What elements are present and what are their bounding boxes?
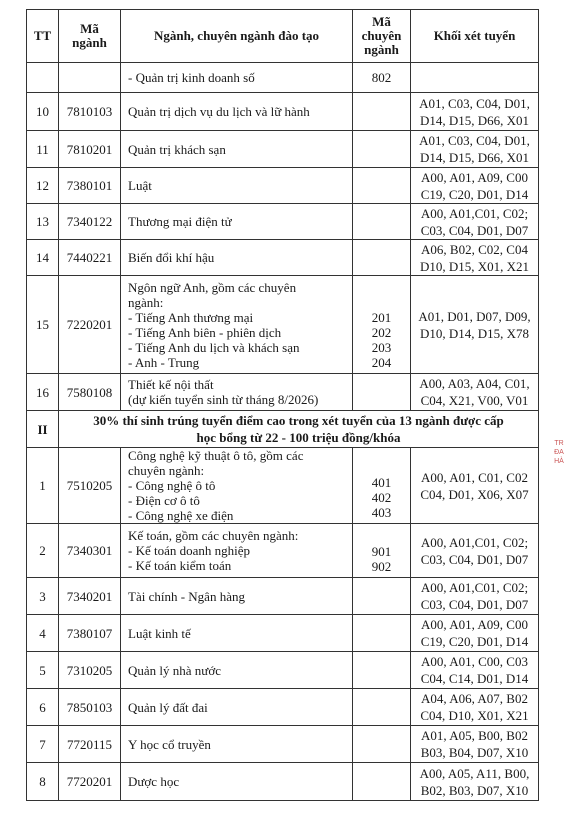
row-tt: 7 (27, 726, 59, 763)
row-code: 7720201 (59, 763, 121, 801)
row-blocks (411, 374, 539, 411)
sub-code: 201 (371, 310, 392, 325)
row-sub-code (353, 524, 411, 578)
name-line: Tài chính - Ngân hàng (128, 588, 245, 604)
block-line: A00, A01,C01, C02; (420, 580, 529, 595)
table-row (27, 763, 539, 801)
row-name (121, 689, 353, 726)
row-tt (27, 63, 59, 93)
block-line: C04, D01, X06, X07 (420, 486, 529, 502)
name-line: - Tiếng Anh du lịch và khách sạn (128, 339, 300, 355)
sub-code: 902 (371, 559, 392, 574)
row-code: 7380101 (59, 168, 121, 204)
red-stamp-signature (545, 395, 564, 525)
row-blocks (411, 276, 539, 374)
table-row (27, 689, 539, 726)
row-code: 7220201 (59, 276, 121, 374)
name-line: Biến đổi khí hậu (128, 250, 215, 265)
header-ma-chuyen-nganh: Mã chuyên ngành (353, 10, 411, 63)
name-line: Quản lý đất đai (128, 699, 208, 715)
row-tt: 10 (27, 93, 59, 131)
row-sub-code (353, 63, 411, 93)
row-blocks (411, 168, 539, 204)
name-line: Công nghệ kỹ thuật ô tô, gồm các (128, 448, 304, 463)
sub-code: 203 (371, 340, 392, 355)
row-blocks (411, 448, 539, 524)
block-line: A01, C03, C04, D01, (419, 133, 530, 148)
sub-code: 401 (371, 475, 392, 490)
row-sub-code (353, 726, 411, 763)
block-line: C03, C04, D01, D07 (420, 597, 529, 612)
row-blocks (411, 615, 539, 652)
section-row (27, 411, 539, 448)
row-name (121, 276, 353, 374)
stamp-text: TR ĐA HÀ (554, 440, 564, 465)
table-row (27, 448, 539, 524)
block-line: A00, A01,C01, C02; (420, 205, 529, 221)
table-body-part1 (27, 63, 539, 411)
row-name (121, 63, 353, 93)
block-line: C04, X21, V00, V01 (420, 393, 529, 408)
block-line: C04, C14, D01, D14 (420, 671, 529, 686)
table-row (27, 524, 539, 578)
row-code: 7580108 (59, 374, 121, 411)
row-tt: 16 (27, 374, 59, 411)
row-sub-code (353, 204, 411, 240)
name-line: Kế toán, gồm các chuyên ngành: (128, 528, 299, 543)
row-name (121, 726, 353, 763)
row-blocks (411, 204, 539, 240)
row-blocks (411, 240, 539, 276)
row-blocks (411, 652, 539, 689)
row-name (121, 93, 353, 131)
table-row (27, 204, 539, 240)
header-ma-nganh: Mã ngành (59, 10, 121, 63)
sub-code: 802 (371, 70, 392, 85)
row-code: 7510205 (59, 448, 121, 524)
block-line: A06, B02, C02, C04 (421, 241, 528, 257)
name-line: Ngôn ngữ Anh, gồm các chuyên (128, 279, 297, 295)
row-tt: 12 (27, 168, 59, 204)
name-line: Thương mại điện tử (128, 214, 232, 229)
row-name (121, 374, 353, 411)
block-line: C03, C04, D01, D07 (420, 551, 529, 567)
name-line: - Kế toán doanh nghiệp (128, 543, 251, 558)
name-line: Luật kinh tế (128, 625, 191, 641)
name-line: - Điện cơ ô tô (128, 493, 200, 508)
block-line: C19, C20, D01, D14 (420, 634, 529, 649)
name-line: chuyên ngành: (128, 463, 205, 478)
name-line: - Công nghệ xe điện (128, 508, 234, 523)
sub-code: 402 (371, 490, 392, 505)
block-line: A01, C03, C04, D01, (419, 95, 530, 111)
table-row (27, 615, 539, 652)
row-tt: 8 (27, 763, 59, 801)
sub-code: 901 (371, 544, 392, 559)
table-row (27, 131, 539, 168)
row-code: 7340201 (59, 578, 121, 615)
row-sub-code (353, 763, 411, 801)
table-row (27, 168, 539, 204)
row-sub-code (353, 578, 411, 615)
section-title: 30% thí sinh trúng tuyển điểm cao trong xét tuyển của 13 ngành được cấp học bổng từ 22 - 100 triệu đồng/khóa (59, 411, 539, 448)
name-line: - Quản trị kinh doanh số (128, 70, 255, 85)
row-blocks (411, 524, 539, 578)
row-name (121, 615, 353, 652)
name-line: Quản lý nhà nước (128, 662, 221, 678)
block-line: B03, B04, D07, X10 (420, 745, 529, 760)
row-sub-code (353, 168, 411, 204)
table-row (27, 276, 539, 374)
block-line: A00, A01, C00, C03 (421, 654, 528, 669)
row-sub-code (353, 240, 411, 276)
name-line: Quản trị dịch vụ du lịch và lữ hành (128, 104, 310, 119)
section-2 (27, 411, 539, 448)
row-code: 7850103 (59, 689, 121, 726)
block-line: A01, D01, D07, D09, (418, 308, 531, 324)
block-line: C04, D10, X01, X21 (420, 708, 529, 723)
row-sub-code (353, 131, 411, 168)
row-tt: 4 (27, 615, 59, 652)
block-line: A00, A03, A04, C01, (419, 376, 530, 391)
row-tt: 3 (27, 578, 59, 615)
row-tt: 1 (27, 448, 59, 524)
row-name (121, 204, 353, 240)
row-tt: 11 (27, 131, 59, 168)
table-row (27, 578, 539, 615)
block-line: D10, D15, X01, X21 (419, 258, 530, 274)
row-code: 7810103 (59, 93, 121, 131)
admissions-table (26, 9, 539, 801)
block-line: D14, D15, D66, X01 (419, 150, 530, 165)
row-blocks (411, 578, 539, 615)
name-line: Thiết kế nội thất (128, 377, 214, 392)
row-code: 7340122 (59, 204, 121, 240)
row-sub-code (353, 93, 411, 131)
name-line: Quản trị khách sạn (128, 141, 226, 157)
row-name (121, 652, 353, 689)
name-line: - Anh - Trung (128, 354, 200, 370)
table-row (27, 93, 539, 131)
row-code: 7720115 (59, 726, 121, 763)
name-line: Y học cổ truyền (128, 736, 211, 752)
block-line: A04, A06, A07, B02 (421, 691, 528, 706)
row-code: 7380107 (59, 615, 121, 652)
row-name (121, 168, 353, 204)
block-line: C19, C20, D01, D14 (420, 186, 529, 202)
table-row (27, 652, 539, 689)
row-blocks (411, 763, 539, 801)
row-code: 7440221 (59, 240, 121, 276)
name-line: (dự kiến tuyển sinh từ tháng 8/2026) (128, 392, 319, 407)
row-name (121, 578, 353, 615)
block-line: C03, C04, D01, D07 (420, 222, 529, 238)
block-line: A00, A01,C01, C02; (420, 534, 529, 550)
row-name (121, 240, 353, 276)
sub-code: 403 (371, 505, 392, 520)
row-name (121, 131, 353, 168)
name-line: - Công nghệ ô tô (128, 478, 216, 493)
name-line: - Tiếng Anh biên - phiên dịch (128, 324, 282, 340)
sub-code: 204 (371, 355, 392, 370)
row-blocks (411, 93, 539, 131)
name-line: Luật (128, 178, 152, 193)
block-line: A00, A01, A09, C00 (421, 169, 528, 185)
header-nganh: Ngành, chuyên ngành đào tạo (121, 10, 353, 63)
block-line: A00, A05, A11, B00, (419, 765, 530, 781)
header-tt: TT (27, 10, 59, 63)
row-blocks (411, 63, 539, 93)
row-sub-code (353, 276, 411, 374)
name-line: - Kế toán kiểm toán (128, 558, 232, 573)
sub-code: 202 (371, 325, 392, 340)
table-row (27, 374, 539, 411)
block-line: D10, D14, D15, X78 (419, 325, 530, 341)
block-line: B02, B03, D07, X10 (420, 782, 529, 798)
name-line: Dược học (128, 774, 180, 789)
block-line: D14, D15, D66, X01 (419, 112, 530, 128)
row-tt: 15 (27, 276, 59, 374)
table-row (27, 240, 539, 276)
row-tt: 2 (27, 524, 59, 578)
block-line: A00, A01, A09, C00 (421, 617, 528, 632)
row-sub-code (353, 615, 411, 652)
row-code: 7810201 (59, 131, 121, 168)
row-blocks (411, 726, 539, 763)
row-tt: 6 (27, 689, 59, 726)
row-tt: 5 (27, 652, 59, 689)
block-line: A00, A01, C01, C02 (421, 469, 528, 485)
row-sub-code (353, 652, 411, 689)
table-row (27, 726, 539, 763)
row-code (59, 63, 121, 93)
row-sub-code (353, 689, 411, 726)
row-blocks (411, 131, 539, 168)
header-khoi: Khối xét tuyển (411, 10, 539, 63)
row-name (121, 448, 353, 524)
row-code: 7310205 (59, 652, 121, 689)
table-body-part2 (27, 448, 539, 801)
row-name (121, 524, 353, 578)
row-blocks (411, 689, 539, 726)
name-line: ngành: (128, 294, 164, 310)
table-row (27, 63, 539, 93)
row-name (121, 763, 353, 801)
section-number: II (27, 411, 59, 448)
row-sub-code (353, 374, 411, 411)
table-header-row (27, 10, 539, 63)
row-tt: 14 (27, 240, 59, 276)
row-code: 7340301 (59, 524, 121, 578)
name-line: - Tiếng Anh thương mại (128, 309, 254, 325)
row-sub-code (353, 448, 411, 524)
block-line: A01, A05, B00, B02 (421, 728, 528, 743)
row-tt: 13 (27, 204, 59, 240)
